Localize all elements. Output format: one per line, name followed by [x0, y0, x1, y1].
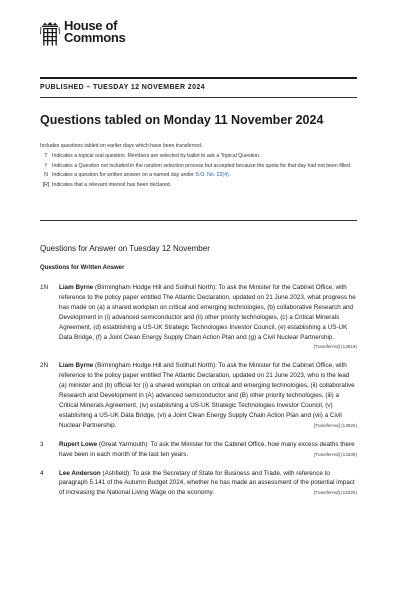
question-body: [59, 469, 357, 499]
question-reference: [Transferred] (13339): [313, 451, 357, 457]
question-item: [40, 283, 357, 352]
header-rule-top: [40, 77, 357, 79]
legend-text-with-link: [52, 172, 357, 179]
legend-text: Indicates that a relevant interest has been declared.: [52, 181, 172, 188]
legend-suffix: .: [228, 172, 231, 178]
question-body: [59, 283, 357, 352]
legend-symbol: [R]: [42, 181, 50, 188]
question-number: 4: [40, 469, 44, 477]
question-reference: [Transferred] (13919): [313, 344, 357, 350]
legend-symbol: †: [44, 162, 48, 169]
questions-list: [40, 283, 357, 507]
question-item: [40, 361, 357, 430]
question-body: [59, 440, 357, 460]
legend-item: [40, 172, 357, 179]
question-item: [40, 469, 357, 499]
standing-order-link[interactable]: S.O. No. 22(4): [195, 172, 229, 178]
legend-item: [40, 153, 357, 160]
question-reference: [Transferred] (13325): [313, 490, 357, 496]
question-text: (Great Yarmouth): To ask the Minister for the Cabinet Office, how many excess deaths there have been in each month of the last ten years.: [59, 440, 355, 458]
member-name: Liam Byrne: [59, 284, 94, 291]
member-name: Liam Byrne: [59, 362, 94, 370]
header-rule-bottom: [40, 97, 357, 98]
question-number: 3: [40, 440, 44, 448]
question-item: [40, 440, 357, 460]
symbol-legend: [40, 153, 357, 191]
legend-item: [40, 163, 357, 170]
question-reference: [Transferred] (13920): [313, 422, 357, 428]
logo-line-2: Commons: [64, 30, 126, 45]
house-of-commons-logo: [40, 20, 125, 46]
legend-symbol: T: [44, 153, 48, 159]
intro-text: Includes questions tabled on earlier days which have been transferred.: [40, 143, 203, 149]
question-text: (Ashfield): To ask the Secretary of State for Business and Trade, with reference to paragraph 5.141 of the Autumn Budget 2024, whether he has made an assessment of the potential impact of increasing the National Living Wage on the economy.: [59, 469, 355, 497]
sub-heading: Questions for Written Answer: [40, 265, 125, 271]
legend-text: Indicates a topical oral question. Members are selected by ballot to ask a Topical Question.: [52, 153, 261, 159]
legend-item: [40, 182, 357, 189]
member-name: Rupert Lowe: [59, 440, 98, 448]
legend-text: Indicates a Question not included in the random selection process but accepted because the quota for that day had not been filled.: [52, 162, 352, 169]
question-text: (Birmingham Hodge Hill and Solihull North): To ask the Minister for the Cabinet Office, with reference to the policy paper entitled The Atlantic Declaration, updated on 21 June 2023, what progress he has made on (a) a shared workplan on critical and emerging technologies, (b) collaborative Research and Development in (i) advanced semiconductor and (ii) other priority technologies, (c) a Critical Minerals Agreement, (d) establishing a US-UK Strategic Technologies Investor Council, (e) establishing a US-UK Data Bridge, (f) a Joint Clean Energy Supply Chain Action Plan and (g) a Civil Nuclear Partnership.: [59, 284, 356, 341]
question-body: [59, 361, 357, 430]
published-date: PUBLISHED – TUESDAY 12 NOVEMBER 2024: [40, 84, 205, 91]
section-rule: [40, 220, 357, 221]
portcullis-icon: [40, 22, 60, 46]
page-title: Questions tabled on Monday 11 November 2024: [40, 113, 324, 127]
question-text: (Birmingham Hodge Hill and Solihull North): To ask the Minister for the Cabinet Office, with reference to the policy paper entitled The Atlantic Declaration, updated on 21 June 2023, who is the lead (a) minister and (b) official for (i) a shared workplan on critical and emerging technologies, (ii) collaborative Research and Development in (A) advanced semiconductor and (B) other priority technologies, (iii) a Critical Minerals Agreement, (iv) establishing a US-UK Strategic Technologies Investor Council, (v) establishing a US-UK Data Bridge, (vi) a Joint Clean Energy Supply Chain Action Plan and (vii) a Civil Nuclear Partnership.: [59, 362, 355, 429]
question-number: 2N: [40, 362, 49, 370]
question-number: 1N: [40, 284, 49, 291]
legend-symbol: N: [44, 172, 48, 178]
section-heading: Questions for Answer on Tuesday 12 November: [40, 244, 210, 253]
legend-text: Indicates a question for written answer on a named day under: [52, 172, 196, 178]
logo-line-1: House of: [64, 18, 118, 33]
member-name: Lee Anderson: [59, 469, 101, 477]
